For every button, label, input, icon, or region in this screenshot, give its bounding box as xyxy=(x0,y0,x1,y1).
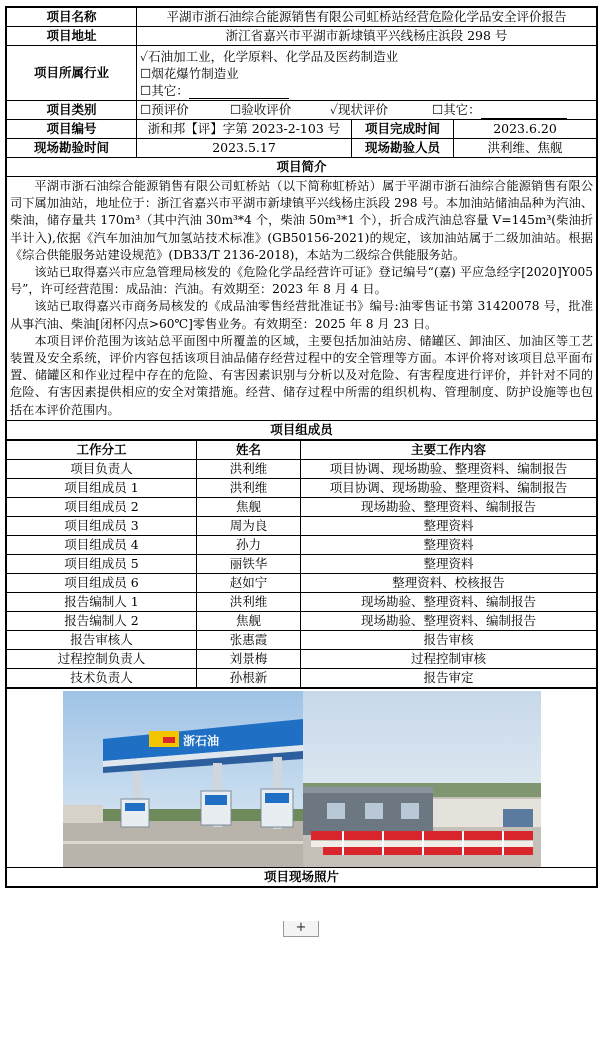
member-role: 项目负责人 xyxy=(7,459,197,478)
member-role: 项目组成员 3 xyxy=(7,516,197,535)
member-work: 整理资料 xyxy=(301,516,597,535)
member-row xyxy=(7,611,597,630)
industry-other-blank xyxy=(189,86,289,99)
member-work: 整理资料 xyxy=(301,554,597,573)
member-row xyxy=(7,516,597,535)
address-value: 浙江省嘉兴市平湖市新埭镇平兴线杨庄浜段 298 号 xyxy=(137,27,597,46)
intro-body xyxy=(7,177,597,421)
add-tab-button[interactable]: + xyxy=(283,921,319,937)
members-rows xyxy=(7,459,597,687)
member-name: 孙力 xyxy=(197,535,301,554)
member-work: 整理资料、校核报告 xyxy=(301,573,597,592)
type-option-pre: ☐预评价 xyxy=(140,102,189,117)
member-name: 赵如宁 xyxy=(197,573,301,592)
member-work: 报告审核 xyxy=(301,630,597,649)
member-work: 现场勘验、整理资料、编制报告 xyxy=(301,592,597,611)
member-name: 孙根新 xyxy=(197,668,301,687)
type-label: 项目类别 xyxy=(7,101,137,120)
member-role: 技术负责人 xyxy=(7,668,197,687)
survey-time-label: 现场勘验时间 xyxy=(7,139,137,158)
finish-date: 2023.6.20 xyxy=(454,120,597,139)
station-photo xyxy=(63,691,303,867)
members-col-name: 姓名 xyxy=(197,440,301,459)
station-sign-text: 浙石油 xyxy=(183,733,220,748)
member-role: 报告编制人 2 xyxy=(7,611,197,630)
members-title: 项目组成员 xyxy=(7,420,597,439)
member-role: 项目组成员 1 xyxy=(7,478,197,497)
industry-label: 项目所属行业 xyxy=(7,46,137,101)
survey-date: 2023.5.17 xyxy=(137,139,352,158)
member-work: 项目协调、现场勘验、整理资料、编制报告 xyxy=(301,459,597,478)
project-name-value: 平湖市浙石油综合能源销售有限公司虹桥站经营危险化学品安全评价报告 xyxy=(137,8,597,27)
type-options xyxy=(137,101,597,120)
industry-option-petro: ✓石油加工业，化学原料、化学品及医药制造业 xyxy=(140,48,399,64)
intro-paragraph: 本项目评价范围为该站总平面图中所覆盖的区域，主要包括加油站房、储罐区、卸油区、加油区等工艺装置及安全系统，评价内容包括该项目油品储存经营过程中的安全管理等方面。本评价将对该项目总平面布置、储罐区和作业过程中存在的危险、有害因素识别与分析以及对危险、有害程度进行评价，并针对不同的危险、有害因素提供相应的安全对策措施。经营、储存过程中所需的组织机构、管理制度、防护设施等也包括在本评价范围内。 xyxy=(10,333,594,417)
member-row xyxy=(7,592,597,611)
member-work: 现场勘验、整理资料、编制报告 xyxy=(301,611,597,630)
type-other-blank xyxy=(481,106,567,119)
photos-table xyxy=(6,688,597,887)
member-name: 洪利维 xyxy=(197,478,301,497)
industry-option-fireworks: ☐烟花爆竹制造业 xyxy=(140,65,239,81)
station-photo-image xyxy=(63,691,303,867)
member-work: 整理资料 xyxy=(301,535,597,554)
member-row xyxy=(7,554,597,573)
member-row xyxy=(7,668,597,687)
member-name: 张惠霞 xyxy=(197,630,301,649)
intro-title: 项目简介 xyxy=(7,158,597,177)
member-name: 洪利维 xyxy=(197,459,301,478)
member-row xyxy=(7,497,597,516)
member-work: 项目协调、现场勘验、整理资料、编制报告 xyxy=(301,478,597,497)
type-option-acceptance: ☐验收评价 xyxy=(229,102,292,117)
number-label: 项目编号 xyxy=(7,120,137,139)
member-name: 丽铁华 xyxy=(197,554,301,573)
survey-staff-label: 现场勘验人员 xyxy=(352,139,454,158)
address-label: 项目地址 xyxy=(7,27,137,46)
photos-caption: 项目现场照片 xyxy=(7,867,597,886)
type-option-other: ☐其它： xyxy=(431,102,481,117)
member-row xyxy=(7,573,597,592)
member-row xyxy=(7,535,597,554)
project-name-label: 项目名称 xyxy=(7,8,137,27)
members-col-role: 工作分工 xyxy=(7,440,197,459)
member-role: 项目组成员 2 xyxy=(7,497,197,516)
intro-paragraph: 该站已取得嘉兴市应急管理局核发的《危险化学品经营许可证》登记编号“(嘉) 平应急经字[2020]Y005 号”，许可经营范围：成品油：汽油。有效期至：2023 年 8 月 4 日。 xyxy=(10,265,594,297)
project-info-table xyxy=(6,7,597,440)
member-role: 报告编制人 1 xyxy=(7,592,197,611)
member-row xyxy=(7,478,597,497)
member-work: 过程控制审核 xyxy=(301,649,597,668)
member-name: 周为良 xyxy=(197,516,301,535)
industry-option-other: ☐其它： xyxy=(140,82,593,99)
member-name: 刘景梅 xyxy=(197,649,301,668)
member-name: 洪利维 xyxy=(197,592,301,611)
member-role: 项目组成员 4 xyxy=(7,535,197,554)
tank-area-photo xyxy=(303,691,541,867)
member-role: 项目组成员 6 xyxy=(7,573,197,592)
type-option-current: ✓现状评价 xyxy=(329,102,389,117)
member-role: 项目组成员 5 xyxy=(7,554,197,573)
member-row xyxy=(7,459,597,478)
member-row xyxy=(7,649,597,668)
intro-paragraph: 平湖市浙石油综合能源销售有限公司虹桥站（以下简称虹桥站）属于平湖市浙石油综合能源销售有限公司下属加油站，地址位于：浙江省嘉兴市平湖市新埭镇平兴线杨庄浜段 298 号。本加油站储油品种为汽油、柴油，储存量共 170m³（其中汽油 30m³*4 个，柴油 50m³*1 个），折合成汽油总容量 V=145m³(柴油折半计入),依据《汽车加油加气加氢站技术标准》(GB50156-2021)的规定，该加油站属于二级加油站。根据《综合供能服务站建设规范》(DB33/T 2136-2018)，本站为二级综合供能服务站。 xyxy=(10,179,594,262)
member-role: 报告审核人 xyxy=(7,630,197,649)
industry-options xyxy=(137,46,597,101)
member-role: 过程控制负责人 xyxy=(7,649,197,668)
member-row xyxy=(7,630,597,649)
number-value: 浙和邦【评】字第 2023-2-103 号 xyxy=(137,120,352,139)
member-work: 报告审定 xyxy=(301,668,597,687)
photos-cell xyxy=(7,688,597,867)
members-table xyxy=(6,440,597,688)
report-page xyxy=(5,6,598,888)
survey-staff: 洪利维、焦舰 xyxy=(454,139,597,158)
member-name: 焦舰 xyxy=(197,497,301,516)
finish-label: 项目完成时间 xyxy=(352,120,454,139)
member-name: 焦舰 xyxy=(197,611,301,630)
tank-area-photo-image xyxy=(303,691,541,867)
members-col-work: 主要工作内容 xyxy=(301,440,597,459)
intro-paragraph: 该站已取得嘉兴市商务局核发的《成品油零售经营批准证书》编号:油零售证书第 31420078 号，批准从事汽油、柴油[闭杯闪点>60℃]零售业务。有效期至：2025 年 8 月 23 日。 xyxy=(10,299,594,331)
member-work: 现场勘验、整理资料、编制报告 xyxy=(301,497,597,516)
